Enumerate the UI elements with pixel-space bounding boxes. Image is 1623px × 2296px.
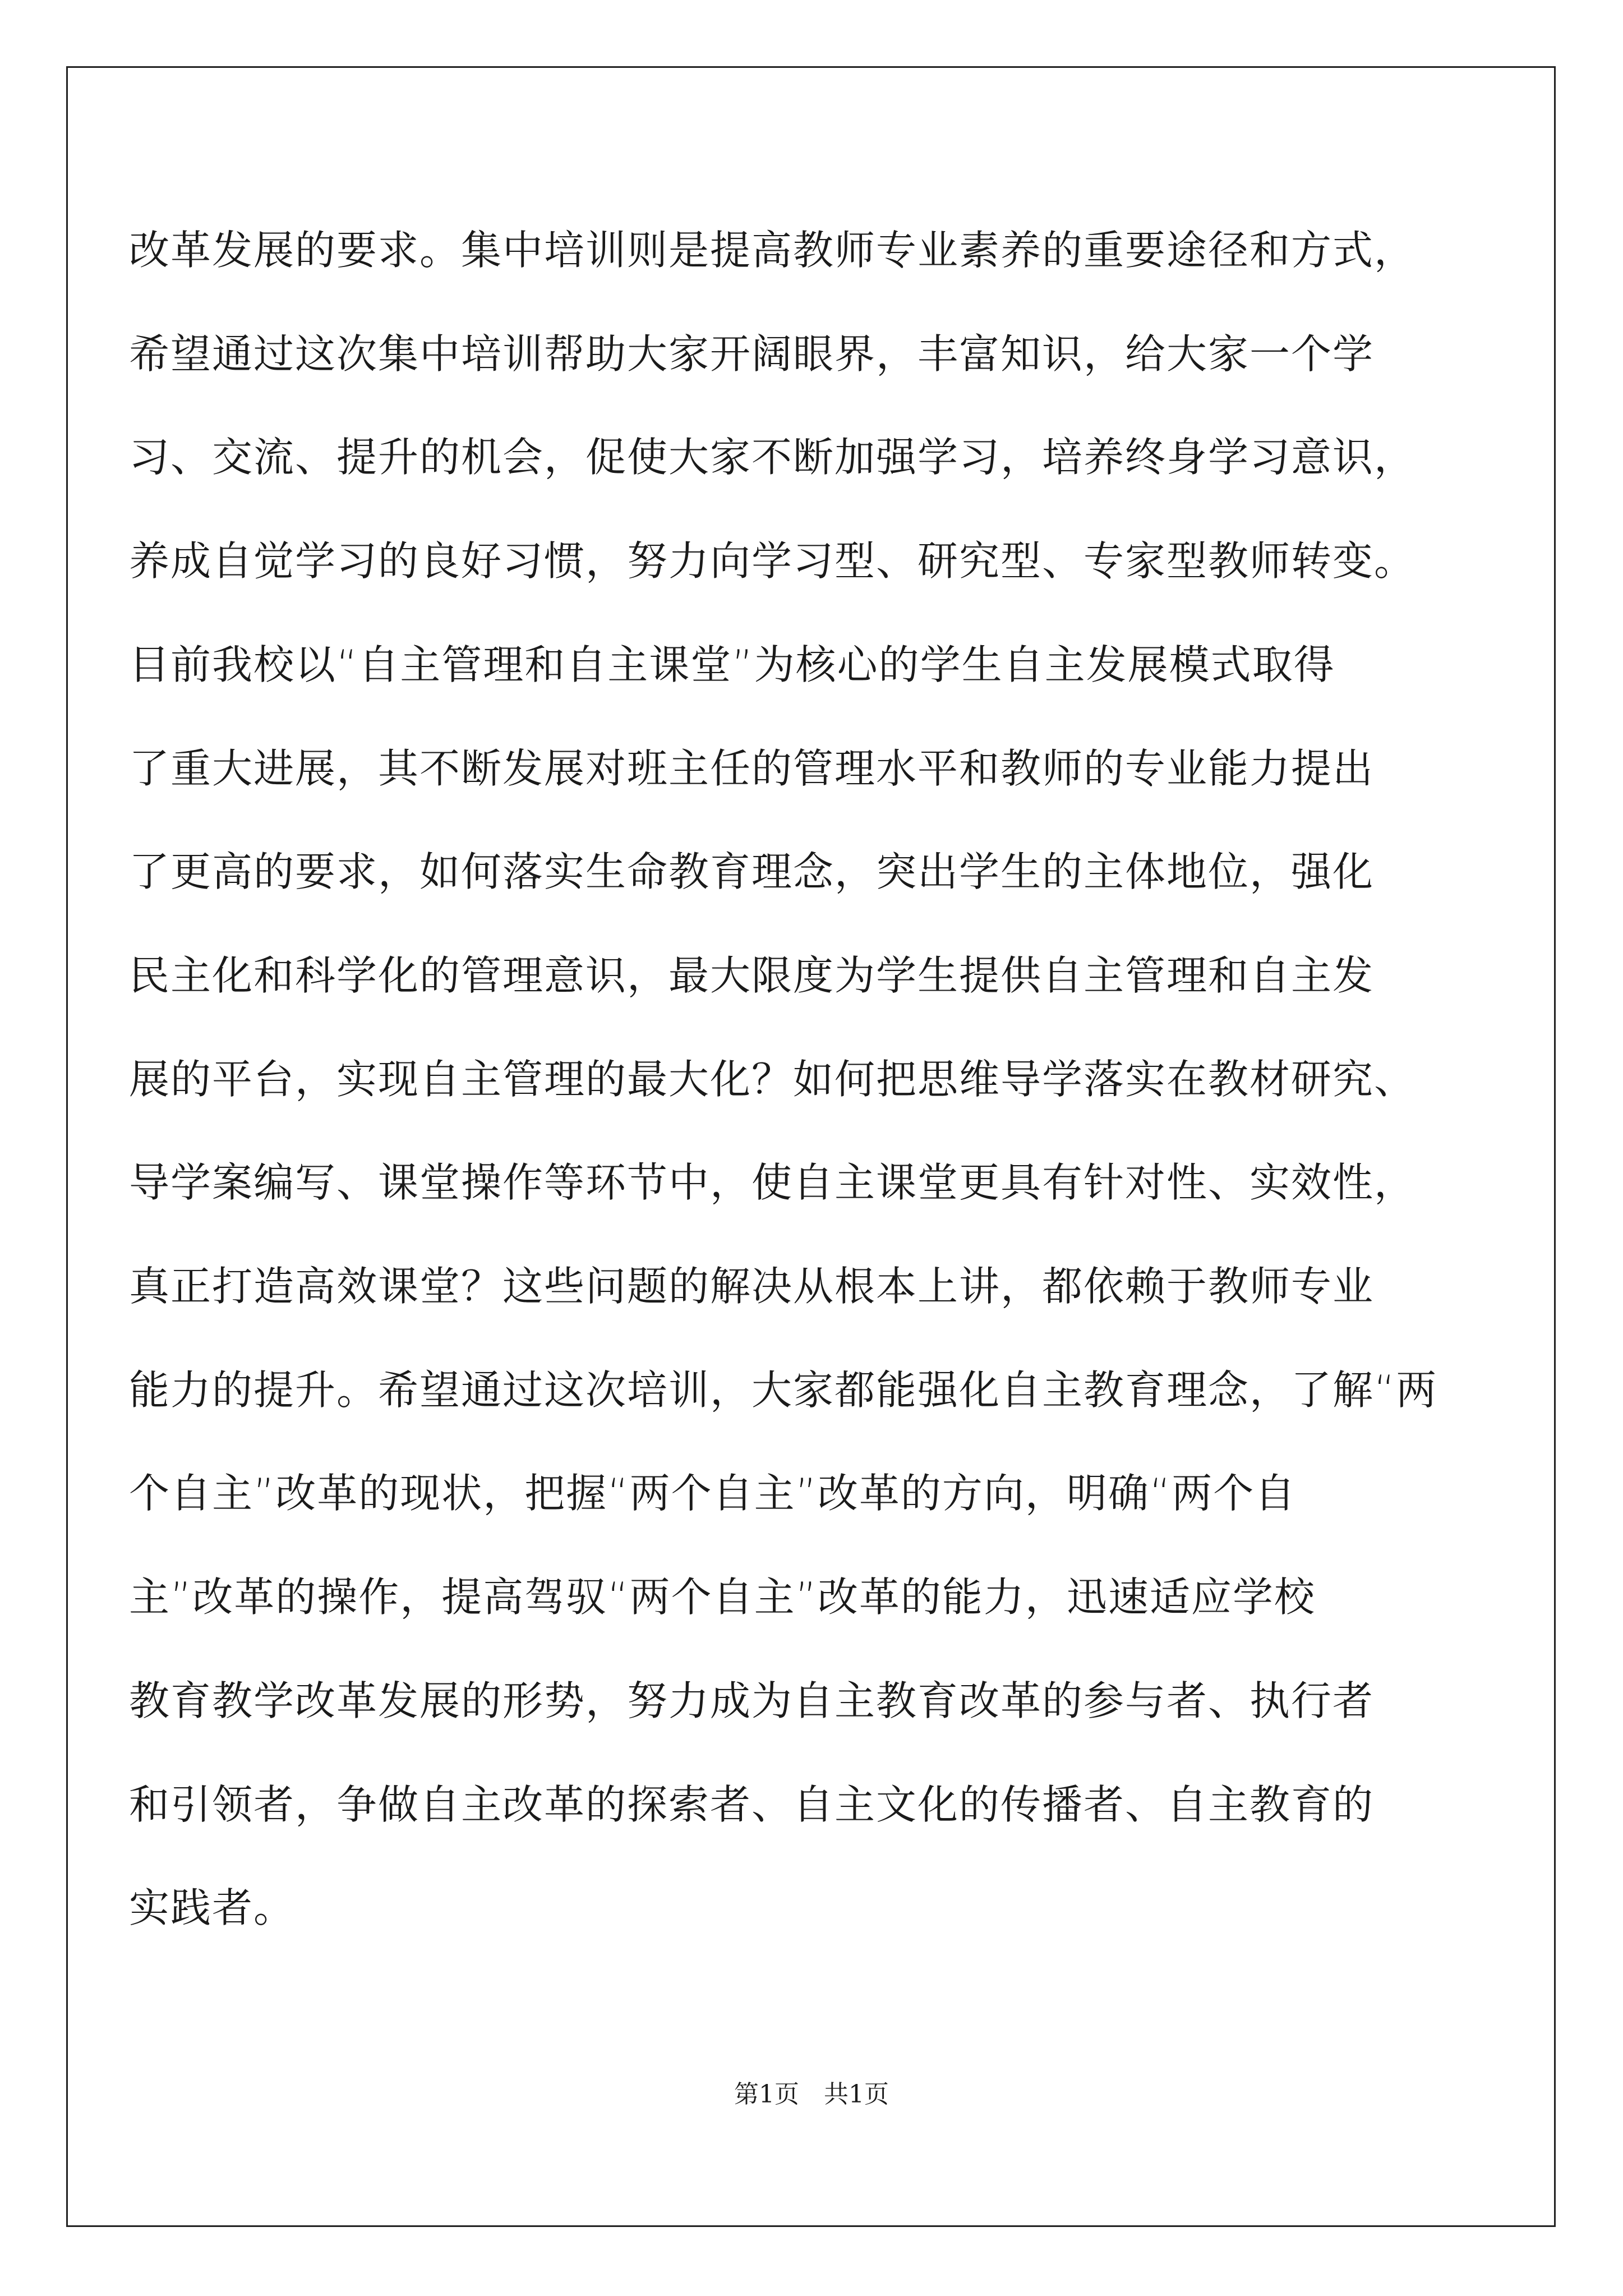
text-line: 实践者。 bbox=[129, 1884, 296, 1931]
text-line: 教育教学改革发展的形势，努力成为自主教育改革的参与者、执行者 bbox=[129, 1677, 1375, 1724]
text-line: 民主化和科学化的管理意识，最大限度为学生提供自主管理和自主发 bbox=[129, 952, 1375, 999]
page-number-total: 共1页 bbox=[824, 2080, 889, 2109]
text-line: 导学案编写、课堂操作等环节中，使自主课堂更具有针对性、实效性， bbox=[129, 1159, 1416, 1206]
text-line: 习、交流、提升的机会，促使大家不断加强学习，培养终身学习意识， bbox=[129, 434, 1416, 481]
text-line: 展的平台，实现自主管理的最大化？如何把思维导学落实在教材研究、 bbox=[129, 1056, 1416, 1103]
page-number-current: 第1页 bbox=[734, 2080, 799, 2109]
text-line: 真正打造高效课堂？这些问题的解决从根本上讲，都依赖于教师专业 bbox=[129, 1263, 1375, 1310]
text-line: 了更高的要求，如何落实生命教育理念，突出学生的主体地位，强化 bbox=[129, 848, 1375, 895]
text-line: 和引领者，争做自主改革的探索者、自主文化的传播者、自主教育的 bbox=[129, 1781, 1375, 1828]
text-line: 目前我校以“自主管理和自主课堂”为核心的学生自主发展模式取得 bbox=[129, 641, 1335, 688]
text-line: 希望通过这次集中培训帮助大家开阔眼界，丰富知识，给大家一个学 bbox=[129, 330, 1375, 378]
text-line: 了重大进展，其不断发展对班主任的管理水平和教师的专业能力提出 bbox=[129, 745, 1375, 792]
text-line: 能力的提升。希望通过这次培训，大家都能强化自主教育理念，了解“两 bbox=[129, 1366, 1438, 1414]
text-line: 养成自觉学习的良好习惯，努力向学习型、研究型、专家型教师转变。 bbox=[129, 537, 1416, 585]
page-footer bbox=[0, 2081, 1623, 2108]
text-line: 个自主”改革的现状，把握“两个自主”改革的方向，明确“两个自 bbox=[129, 1470, 1297, 1517]
text-line: 改革发展的要求。集中培训则是提高教师专业素养的重要途径和方式， bbox=[129, 227, 1416, 274]
text-line: 主”改革的操作，提高驾驭“两个自主”改革的能力，迅速适应学校 bbox=[129, 1573, 1316, 1621]
